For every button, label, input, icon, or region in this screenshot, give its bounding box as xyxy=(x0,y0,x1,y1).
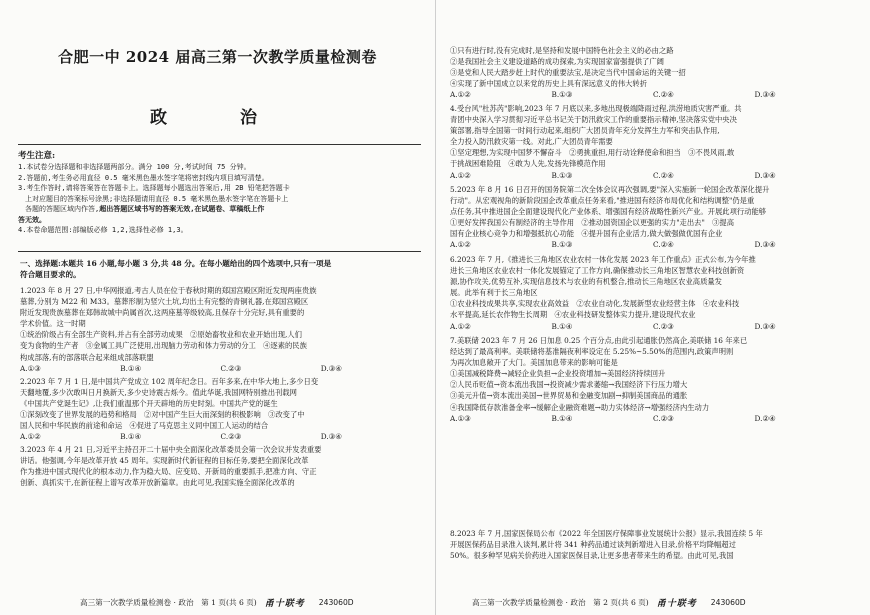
page-footer: 高三第一次教学质量检测卷 · 政治 第 2 页(共 6 页) 甬十联考 243060D xyxy=(472,598,746,609)
notice-item: 上对应题目的答案标号涂黑;非选择题请用直径 0.5 毫米黑色墨水签字笔在答题卡上 xyxy=(18,194,289,203)
notice-item: 2.答题前,考生务必用直径 0.5 毫米黑色墨水签字笔将密封线内项目填写清楚。 xyxy=(18,173,269,182)
question-8: 8.2023 年 7 月,国家医保局公布《2022 年全国医疗保障事业发展统计公报》显示,我国连续 5 年 开展医保药品目录准入谈判,累计将 341 种药品通过谈判新增进入目录,价格平均降幅超过 50%。很多种罕见病关价药进入国家医保目录,让更多患者带来生的希望。由此可见,我国 xyxy=(450,529,763,561)
answer-options: A.①② B.①④ C.②③ D.③④ xyxy=(20,432,342,442)
question-4: 4.受台风"杜苏芮"影响,2023 年 7 月底以来,多地出现极端降雨过程,洪涝地质灾害严重。共 青团中央深入学习贯彻习近平总书记关于防汛救灾工作的重要指示精神,坚决落实党中央决 策部署,指导全国第一时间行动起来,组织广大团员青年充分发挥生力军和突击队作用, 全力投入防汛救灾第一线。对此,广大团员青年需要 ①坚定理想,为实现中国梦不懈奋斗 ②勇挑重担,用行动诠释使命和担当 ③不畏风雨,敢 于挑战困难险阻 ④敢为人先,发扬先锋模范作用 A.①② B.①③ C.②④ D.③④ xyxy=(450,103,856,181)
notice-item: 1.本试卷分选择题和非选择题两部分。满分 100 分,考试时间 75 分钟。 xyxy=(18,163,251,171)
notice-item xyxy=(18,215,421,226)
notice-box xyxy=(18,144,421,252)
notice-heading: 考生注意: xyxy=(18,151,56,161)
question-6: 6.2023 年 7 月,《推进长三角地区农业农村一体化发展 2023 年工作重点》正式公布,为今年推 进长三角地区农业农村一体化发展锚定了工作方向,确保推动长三角地区智慧农业科技创新资 源,协作攻关,优势互补,实现信息技术与农业的有机整合,推动长三角地区农业高质量发 展。此举有利于长三角地区 ①农业科技成果共享,实现农业高效益 ②农业自动化,发展新型农业经营主体 ④农业科技 水平提高,延长农作物生长周期 ④农业科技研发整体实力提升,建设现代农业 A.①② B.①④ C.②③ D.③④ xyxy=(450,254,856,332)
page-footer: 高三第一次教学质量检测卷 · 政治 第 1 页(共 6 页) 甬十联考 243060D xyxy=(80,598,354,609)
subject-title: 政 治 xyxy=(150,108,285,128)
brand-mark: 甬十联考 xyxy=(264,599,305,609)
right-page xyxy=(435,0,870,615)
question-3-continued: ①只有进行时,没有完成时,是坚持和发展中国特色社会主义的必由之路 ②是我国社会主义建设道路的成功探索,为实现国家富强提供了广阔 ③是党和人民大踏步赶上时代的重要法宝,是决定当代中国命运的关键一招 ④实现了新中国成立以来党的历史上具有深远意义的伟大转折 A.①② B.①③ C.②④ D.③④ xyxy=(450,45,856,100)
section-heading: 一、选择题:本题共 16 小题,每小题 3 分,共 48 分。在每小题给出的四个选项中,只有一项是 符合题目要求的。 xyxy=(20,259,332,280)
question-5: 5.2023 年 8 月 16 日召开的国务院第二次全体会议再次强调,要"深入实施新一轮国企改革深化提升 行动"。从宏观视角的新阶段国企改革重点任务来看,"推进国有经济布局优化和结构调整"仍是重 点任务,其中推进国企全面建设现代化产业体系、增强国有经济战略性新兴产业。开展此项行动能够 ①更好发挥我国公有制经济的主导作用 ②推动国资国企以更强的实力"走出去" ③提高 国有企业核心竞争力和增强抵抗心功能 ④提升国有企业活力,做大做强做优国有企业 A.①② B.①③ C.②④ D.③④ xyxy=(450,184,856,251)
exam-title: 合肥一中 2024 届高三第一次教学质量检测卷 xyxy=(58,48,377,66)
notice-item: 各题的答题区域内作答,超出答题区域书写的答案无效,在试题卷、草稿纸上作 xyxy=(18,205,265,213)
notice-bold-warning: 超出答题区域书写的答案无效,在试题卷、草稿纸上作 xyxy=(99,205,265,213)
question-1: 1.2023 年 8 月 27 日,中华网报道,考古人员在位于春秋时期的郑国宫殿区附近发现两座贵族 墓葬,分别为 M22 和 M33。墓葬形制为竖穴土坑,均出土有完整的青铜礼器,在郑国宫殿区 附近发现贵族墓葬在郑韩故城中尚属首次,这两座墓等级较高,且保存十分完好,具有重要的 学术价值。这一时期 ①统治阶级占有全部生产资料,并占有全部劳动成果 ②原始畜牧业和农业开始出现,人们 变为食物的生产者 ③金属工具广泛使用,出现脑力劳动和体力劳动的分工 ④逐素的民族 构成部落,有的部落联合起来组成部落联盟 A.①③ B.①④ C.②③ D.③④ xyxy=(20,285,421,374)
question-2: 2.2023 年 7 月 1 日,是中国共产党成立 102 周年纪念日。百年多来,在中华大地上,多少日变 天翻地覆,多少次敢叫日月换新天,多少史诗震古烁今。值此华诞,我国网特别推出刊载网 《中国共产党诞生记》,让我们重温那个开天辟地的历史时刻。中国共产党的诞生 ①深刻改变了世界发展的趋势和格局 ②对中国产生巨大而深刻的积极影响 ③改变了中 国人民和中华民族的前途和命运 ④促进了马克思主义同中国工人运动的结合 A.①② B.①④ C.②③ D.③④ xyxy=(20,376,421,443)
notice-item: 4.本卷命题范围:部编版必修 1,2,选择性必修 1,3。 xyxy=(18,226,188,234)
paper-code: 243060D xyxy=(710,598,746,607)
answer-options: A.①③ B.①④ C.②③ D.③④ xyxy=(20,363,342,373)
notice-bold-warning: 答无效。 xyxy=(18,215,46,224)
question-3: 3.2023 年 4 月 21 日,习近平主持召开二十届中央全面深化改革委员会第一次会议并发表重要 讲话。他强调,今年是改革开放 45 周年。实现新时代新征程的目标任务,要把全面深化改革 作为推进中国式现代化的根本动力,作为稳大局、应变局、开新局的重要抓手,把准方向、守正 创新、真抓实干,在新征程上谱写改革开放新篇章。由此可见,我国实施全面深化改革的 xyxy=(20,445,322,488)
notice-item: 3.考生作答时,请将答案答在答题卡上。选择题每小题选出答案后,用 2B 铅笔把答题卡 xyxy=(18,184,290,192)
answer-options: A.①② B.①④ C.②③ D.③④ xyxy=(450,321,776,331)
brand-mark: 甬十联考 xyxy=(656,599,697,609)
answer-options: A.①② B.①③ C.②④ D.③④ xyxy=(450,170,776,180)
question-7: 7.美联储 2023 年 7 月 26 日加息 0.25 个百分点,由此引起通胀仍然高企,美联储 16 年来已 经达到了最高利率。美联储将基准隔夜利率设定在 5.25%~5.50%的范围内,政策声明则 为再次加息敞开了大门。美国加息带来的影响可能是 ①美国减税降费→减轻企业负担→企业投资增加→美国经济持续回升 ②人民币贬值→资本流出我国→投资减少需求萎缩→我国经济下行压力增大 ③美元升值→资本流出美国→世界贸易和金融变加剧→抑制美国商品的通胀 ④我国降低存款准备金率→缓解企业融资难题→助力实体经济→增强经济内生动力 A.①③ B.①④ C.②③ D.②④ xyxy=(450,335,856,424)
answer-options: A.①③ B.①④ C.②③ D.②④ xyxy=(450,413,776,423)
answer-options: A.①② B.①③ C.②④ D.③④ xyxy=(450,240,776,250)
paper-code: 243060D xyxy=(318,598,354,607)
answer-options: A.①② B.①③ C.②④ D.③④ xyxy=(450,90,776,100)
